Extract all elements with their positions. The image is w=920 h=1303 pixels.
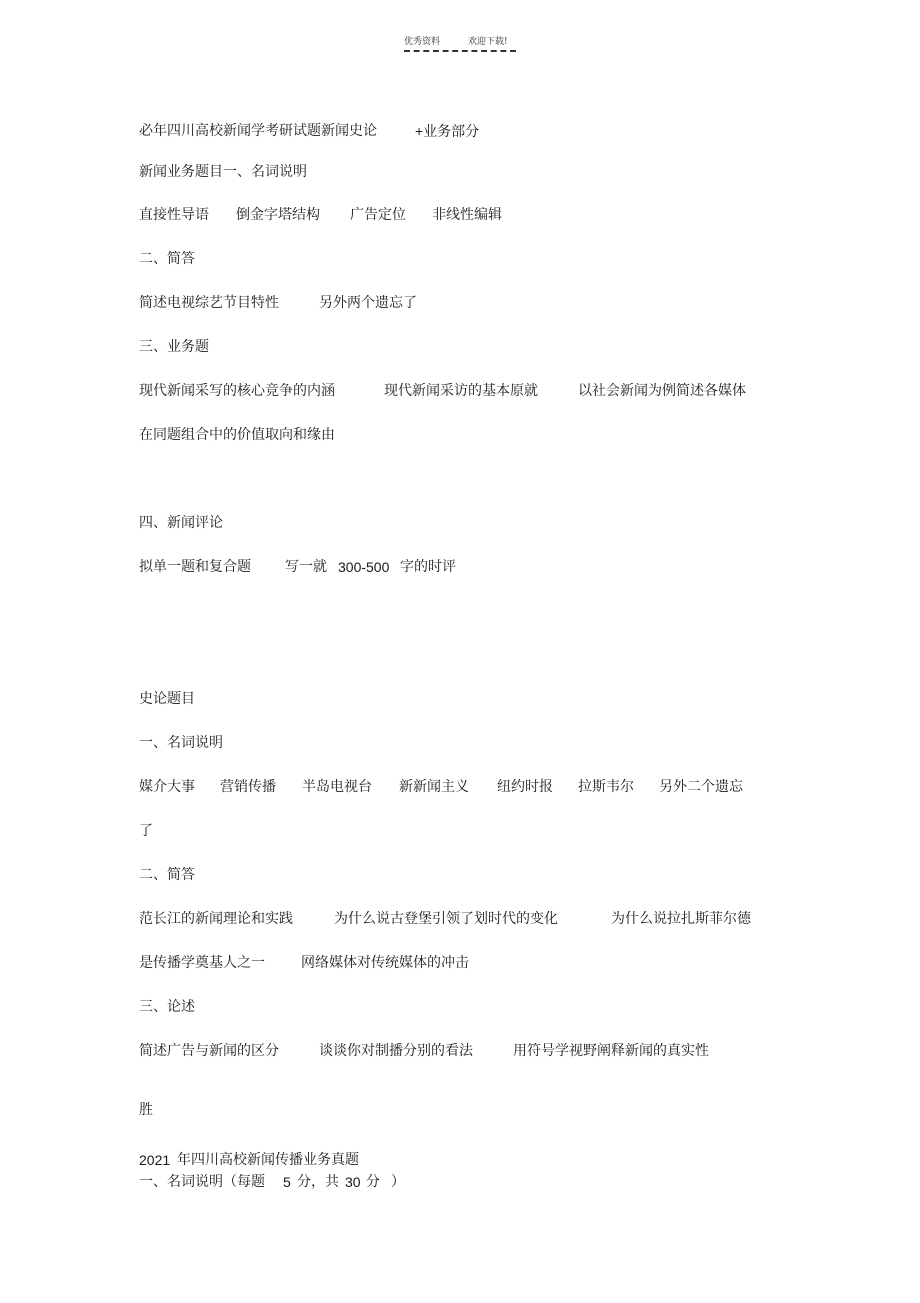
header-right-text: 欢迎下载! — [468, 37, 508, 47]
title-suffix: +业务部分 — [415, 123, 480, 139]
points-per-item: 5 — [283, 1174, 291, 1190]
question-item: 范长江的新闻理论和实践 — [139, 911, 293, 927]
section-title: 史论题目 — [139, 691, 195, 707]
question-item: 拟单一题和复合题 — [139, 559, 251, 575]
heading-part: 分，共 — [297, 1174, 339, 1190]
word-count: 300-500 — [338, 559, 390, 575]
section-heading: 三、论述 — [139, 999, 195, 1015]
question-item: 简述广告与新闻的区分 — [139, 1043, 279, 1059]
question-item: 写一就 — [285, 559, 327, 575]
term-item: 直接性导语 — [139, 207, 209, 223]
term-item: 倒金字塔结构 — [236, 207, 320, 223]
question-item: 现代新闻采访的基本原就 — [384, 383, 538, 399]
term-item: 另外二个遗忘 — [659, 779, 743, 795]
question-item: 是传播学奠基人之一 — [139, 955, 265, 971]
term-item: 媒介大事 — [139, 779, 195, 795]
question-line: 在同题组合中的价值取向和缘由 — [139, 427, 335, 443]
question-item: 字的时评 — [400, 559, 456, 575]
question-item: 另外两个遗忘了 — [319, 295, 417, 311]
heading-part: 一、名词说明（每题 — [139, 1174, 265, 1190]
term-item: 非线性编辑 — [432, 207, 502, 223]
section-heading: 二、简答 — [139, 251, 195, 267]
title-main: 必年四川高校新闻学考研试题新闻史论 — [139, 123, 377, 139]
total-points: 30 — [345, 1174, 361, 1190]
question-item: 以社会新闻为例简述各媒体 — [578, 383, 746, 399]
heading-part: 分 — [366, 1174, 380, 1190]
term-item: 拉斯韦尔 — [578, 779, 634, 795]
heading-part: ） — [391, 1174, 405, 1190]
section-heading: 二、简答 — [139, 867, 195, 883]
section-heading: 三、业务题 — [139, 339, 209, 355]
term-item: 半岛电视台 — [302, 779, 372, 795]
question-item: 用符号学视野阐释新闻的真实性 — [513, 1043, 709, 1059]
exam-year: 2021 — [139, 1152, 171, 1168]
term-item: 纽约时报 — [497, 779, 553, 795]
header-left-text: 优秀资料 — [404, 37, 441, 47]
term-item: 营销传播 — [220, 779, 276, 795]
exam-title-text: 年四川高校新闻传播业务真题 — [177, 1152, 359, 1168]
term-item: 广告定位 — [350, 207, 406, 223]
term-continuation: 了 — [139, 823, 153, 839]
stray-character: 胜 — [139, 1102, 153, 1118]
question-item: 网络媒体对传统媒体的冲击 — [301, 955, 469, 971]
question-item: 现代新闻采写的核心竞争的内涵 — [139, 383, 335, 399]
section-heading: 新闻业务题目一、名词说明 — [139, 164, 307, 180]
question-item: 为什么说拉扎斯菲尔德 — [611, 911, 751, 927]
term-item: 新新闻主义 — [399, 779, 469, 795]
page-header — [404, 36, 516, 52]
question-item: 为什么说古登堡引领了划时代的变化 — [334, 911, 558, 927]
question-item: 谈谈你对制播分别的看法 — [319, 1043, 473, 1059]
section-heading: 四、新闻评论 — [139, 515, 223, 531]
section-heading: 一、名词说明 — [139, 735, 223, 751]
question-item: 简述电视综艺节目特性 — [139, 295, 279, 311]
